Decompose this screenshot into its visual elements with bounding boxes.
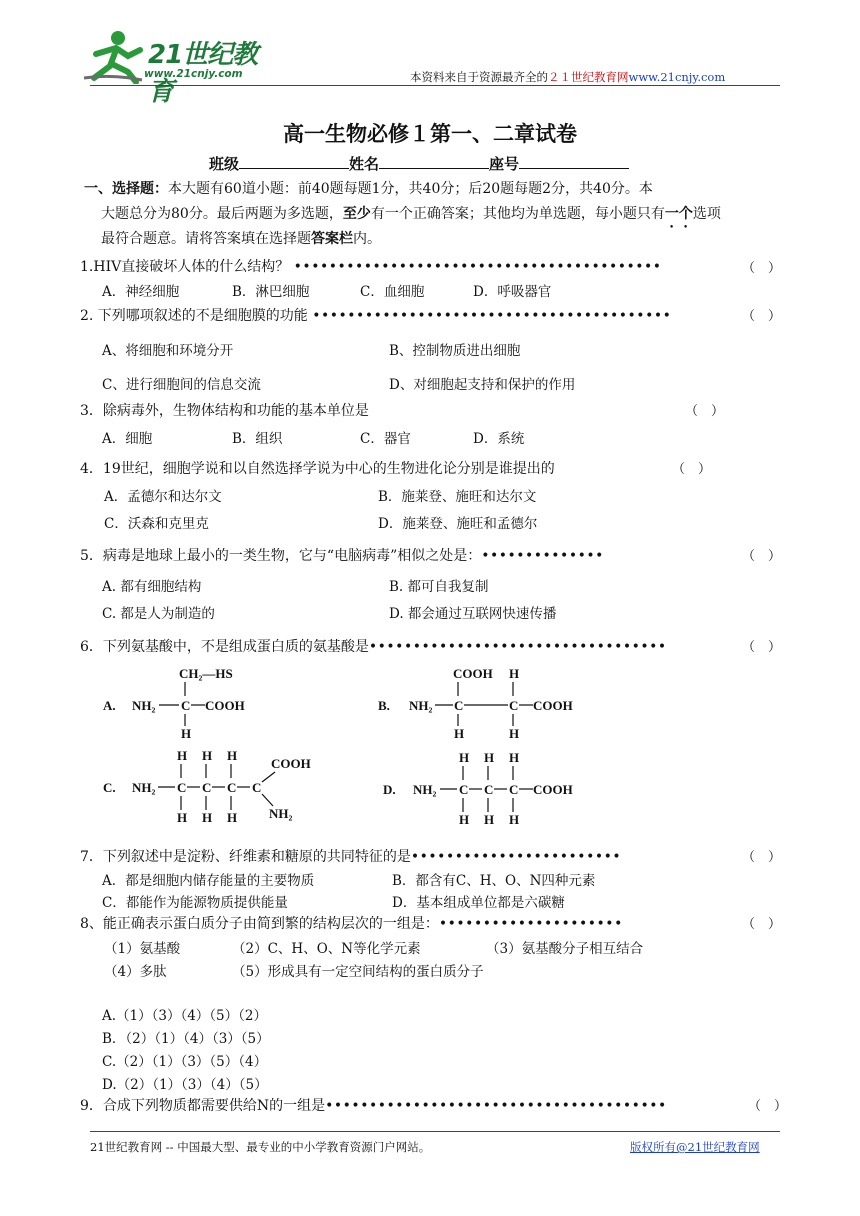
footer-text: 21世纪教育网 -- 中国最大型、最专业的中小学教育资源门户网站。 bbox=[90, 1140, 431, 1154]
svg-text:H: H bbox=[509, 666, 520, 681]
svg-text:C: C bbox=[459, 782, 469, 797]
name-field[interactable] bbox=[379, 155, 489, 169]
question-4-option-b: B．施莱登、施旺和达尔文 bbox=[378, 489, 537, 505]
name-label: 姓名 bbox=[349, 155, 380, 173]
svg-text:D.: D. bbox=[383, 782, 396, 797]
svg-text:H: H bbox=[227, 748, 238, 763]
footer-divider bbox=[90, 1131, 780, 1132]
section-instructions-line1: 一、选择题：本大题有60道小题：前40题每题1分，共40分；后20题每题2分，共40分。本 bbox=[84, 181, 653, 197]
question-3-option-d: D．系统 bbox=[473, 431, 525, 447]
svg-text:H: H bbox=[454, 726, 465, 741]
question-8-option-c: C.（2）（1）（3）（5）（4） bbox=[102, 1054, 268, 1070]
svg-text:H: H bbox=[202, 748, 213, 763]
question-9-answer-paren[interactable]: （ ） bbox=[748, 1099, 788, 1114]
svg-text:C: C bbox=[181, 698, 191, 713]
question-7-option-d: D．基本组成单位都是六碳糖 bbox=[392, 895, 565, 911]
question-5-stem: 5．病毒是地球上最小的一类生物，它与“电脑病毒”相似之处是：•••••••••••••• bbox=[80, 548, 604, 564]
question-3-answer-paren[interactable]: （ ） bbox=[685, 404, 725, 419]
svg-text:COOH: COOH bbox=[533, 782, 573, 797]
question-8-item-4: （4）多肽 bbox=[104, 964, 167, 980]
question-7-option-c: C．都能作为能源物质提供能量 bbox=[102, 895, 288, 911]
svg-text:COOH: COOH bbox=[533, 698, 573, 713]
exam-title: 高一生物必修１第一、二章试卷 bbox=[283, 122, 577, 146]
svg-text:H: H bbox=[509, 750, 520, 765]
footer-copyright-link[interactable]: 版权所有@21世纪教育网 bbox=[630, 1140, 760, 1154]
question-2-answer-paren[interactable]: （ ） bbox=[742, 309, 782, 324]
svg-text:H: H bbox=[484, 750, 495, 765]
svg-text:C.: C. bbox=[103, 780, 116, 795]
class-label: 班级 bbox=[209, 155, 240, 173]
logo-url: www.21cnjy.com bbox=[144, 68, 243, 80]
svg-text:H: H bbox=[484, 812, 495, 827]
svg-text:COOH: COOH bbox=[271, 756, 311, 771]
structure-d[interactable] bbox=[383, 750, 573, 827]
svg-text:C: C bbox=[454, 698, 464, 713]
svg-text:NH₂: NH₂ bbox=[132, 698, 156, 713]
seat-label: 座号 bbox=[489, 155, 520, 173]
header-source bbox=[410, 69, 725, 85]
question-4-answer-paren[interactable]: （ ） bbox=[672, 462, 712, 477]
question-6-answer-paren[interactable]: （ ） bbox=[742, 640, 782, 655]
svg-text:C: C bbox=[252, 780, 262, 795]
svg-text:A.: A. bbox=[103, 698, 116, 713]
svg-text:COOH: COOH bbox=[453, 666, 493, 681]
question-1-option-b: B．淋巴细胞 bbox=[232, 284, 310, 300]
question-8-option-a: A.（1）（3）（4）（5）（2） bbox=[102, 1008, 267, 1024]
question-4-option-c: C．沃森和克里克 bbox=[104, 516, 209, 532]
svg-text:C: C bbox=[177, 780, 187, 795]
question-2-option-b: B、控制物质进出细胞 bbox=[389, 343, 521, 359]
structure-a[interactable] bbox=[103, 666, 245, 741]
svg-text:C: C bbox=[202, 780, 212, 795]
question-9-stem: 9．合成下列物质都需要供给N的一组是••••••••••••••••••••••••••••••••••••••• bbox=[80, 1098, 667, 1114]
svg-text:H: H bbox=[181, 726, 192, 741]
question-8-item-1: （1）氨基酸 bbox=[104, 941, 181, 957]
svg-text:H: H bbox=[177, 748, 188, 763]
header-source-url[interactable]: www.21cnjy.com bbox=[628, 70, 726, 84]
site-logo[interactable] bbox=[82, 28, 282, 107]
header-source-prefix: 本资料来自于资源最齐全的 bbox=[410, 70, 548, 84]
question-4-stem: 4．19世纪，细胞学说和以自然选择学说为中心的生物进化论分别是谁提出的 bbox=[80, 461, 555, 477]
question-2-option-d: D、对细胞起支持和保护的作用 bbox=[389, 377, 576, 393]
question-6-stem: 6．下列氨基酸中，不是组成蛋白质的氨基酸是•••••••••••••••••••••••••••••••••• bbox=[80, 639, 667, 655]
svg-text:COOH: COOH bbox=[205, 698, 245, 713]
svg-text:NH₂: NH₂ bbox=[409, 698, 433, 713]
question-8-item-2: （2）C、H、O、N等化学元素 bbox=[232, 941, 421, 957]
svg-text:H: H bbox=[177, 810, 188, 825]
question-2-option-a: A、将细胞和环境分开 bbox=[102, 343, 234, 359]
question-4-option-d: D．施莱登、施旺和孟德尔 bbox=[378, 516, 538, 532]
question-8-option-b: B．（2）（1）（4）（3）（5） bbox=[102, 1031, 270, 1047]
question-8-item-3: （3）氨基酸分子相互结合 bbox=[486, 941, 644, 957]
question-3-option-c: C．器官 bbox=[360, 431, 411, 447]
student-info-line bbox=[209, 153, 629, 174]
svg-text:H: H bbox=[509, 812, 520, 827]
svg-text:H: H bbox=[202, 810, 213, 825]
section-label: 一、选择题： bbox=[84, 181, 168, 197]
header-divider bbox=[90, 85, 780, 86]
question-7-option-b: B．都含有C、H、O、N四种元素 bbox=[392, 873, 596, 889]
svg-text:CH₂—HS: CH₂—HS bbox=[179, 666, 233, 681]
class-field[interactable] bbox=[239, 155, 349, 169]
question-8-option-d: D.（2）（1）（3）（4）（5） bbox=[102, 1077, 268, 1093]
question-3-option-a: A．细胞 bbox=[102, 431, 153, 447]
svg-text:H: H bbox=[459, 750, 470, 765]
svg-text:NH₂: NH₂ bbox=[413, 782, 437, 797]
question-7-answer-paren[interactable]: （ ） bbox=[742, 850, 782, 865]
svg-text:C: C bbox=[227, 780, 237, 795]
question-4-option-a: A．孟德尔和达尔文 bbox=[104, 489, 222, 505]
amino-acid-structures bbox=[95, 660, 595, 835]
header-source-brand[interactable]: ２１世纪教育网 bbox=[548, 70, 629, 84]
section-instructions-line3: 最符合题意。请将答案填在选择题答案栏内。 bbox=[101, 231, 381, 247]
question-8-item-5: （5）形成具有一定空间结构的蛋白质分子 bbox=[232, 964, 484, 980]
question-7-stem: 7．下列叙述中是淀粉、纤维素和糖原的共同特征的是•••••••••••••••••••••••• bbox=[80, 849, 622, 865]
svg-text:H: H bbox=[227, 810, 238, 825]
question-1-option-d: D．呼吸器官 bbox=[473, 284, 552, 300]
question-5-option-c: C. 都是人为制造的 bbox=[102, 606, 215, 622]
svg-text:C: C bbox=[509, 698, 519, 713]
question-1-option-c: C．血细胞 bbox=[360, 284, 425, 300]
question-1-answer-paren[interactable]: （ ） bbox=[742, 261, 782, 276]
svg-text:C: C bbox=[484, 782, 494, 797]
question-8-stem: 8、能正确表示蛋白质分子由简到繁的结构层次的一组是：••••••••••••••••••••• bbox=[80, 916, 623, 932]
seat-field[interactable] bbox=[519, 155, 629, 169]
svg-text:H: H bbox=[459, 812, 470, 827]
question-7-option-a: A．都是细胞内储存能量的主要物质 bbox=[102, 873, 315, 889]
question-5-option-b: B. 都可自我复制 bbox=[389, 579, 489, 595]
section-instructions-line2: 大题总分为80分。最后两题为多选题，至少有一个正确答案；其他均为单选题，每小题只有一个选项 bbox=[101, 206, 721, 222]
svg-text:C: C bbox=[509, 782, 519, 797]
question-5-option-a: A. 都有细胞结构 bbox=[102, 579, 202, 595]
svg-text:NH₂: NH₂ bbox=[132, 780, 156, 795]
question-3-stem: 3．除病毒外，生物体结构和功能的基本单位是 bbox=[80, 403, 369, 419]
svg-text:H: H bbox=[509, 726, 520, 741]
logo-text: 21世纪教育 bbox=[148, 40, 258, 107]
structure-b[interactable] bbox=[378, 666, 573, 741]
question-5-option-d: D. 都会通过互联网快速传播 bbox=[389, 606, 557, 622]
question-8-answer-paren[interactable]: （ ） bbox=[742, 917, 782, 932]
svg-text:NH₂: NH₂ bbox=[269, 806, 293, 821]
svg-text:B.: B. bbox=[378, 698, 390, 713]
question-3-option-b: B．组织 bbox=[232, 431, 283, 447]
structure-c[interactable] bbox=[103, 748, 311, 825]
question-2-stem: 2. 下列哪项叙述的不是细胞膜的功能 ••••••••••••••••••••••••••••••••••••••••• bbox=[80, 308, 672, 324]
question-1-stem: 1.HIV直接破坏人体的什么结构？ •••••••••••••••••••••••••••••••••••••••••• bbox=[80, 259, 662, 275]
question-2-option-c: C、进行细胞间的信息交流 bbox=[102, 377, 261, 393]
running-man-logo-icon bbox=[82, 28, 152, 84]
question-1-option-a: A．神经细胞 bbox=[102, 284, 180, 300]
question-5-answer-paren[interactable]: （ ） bbox=[742, 549, 782, 564]
